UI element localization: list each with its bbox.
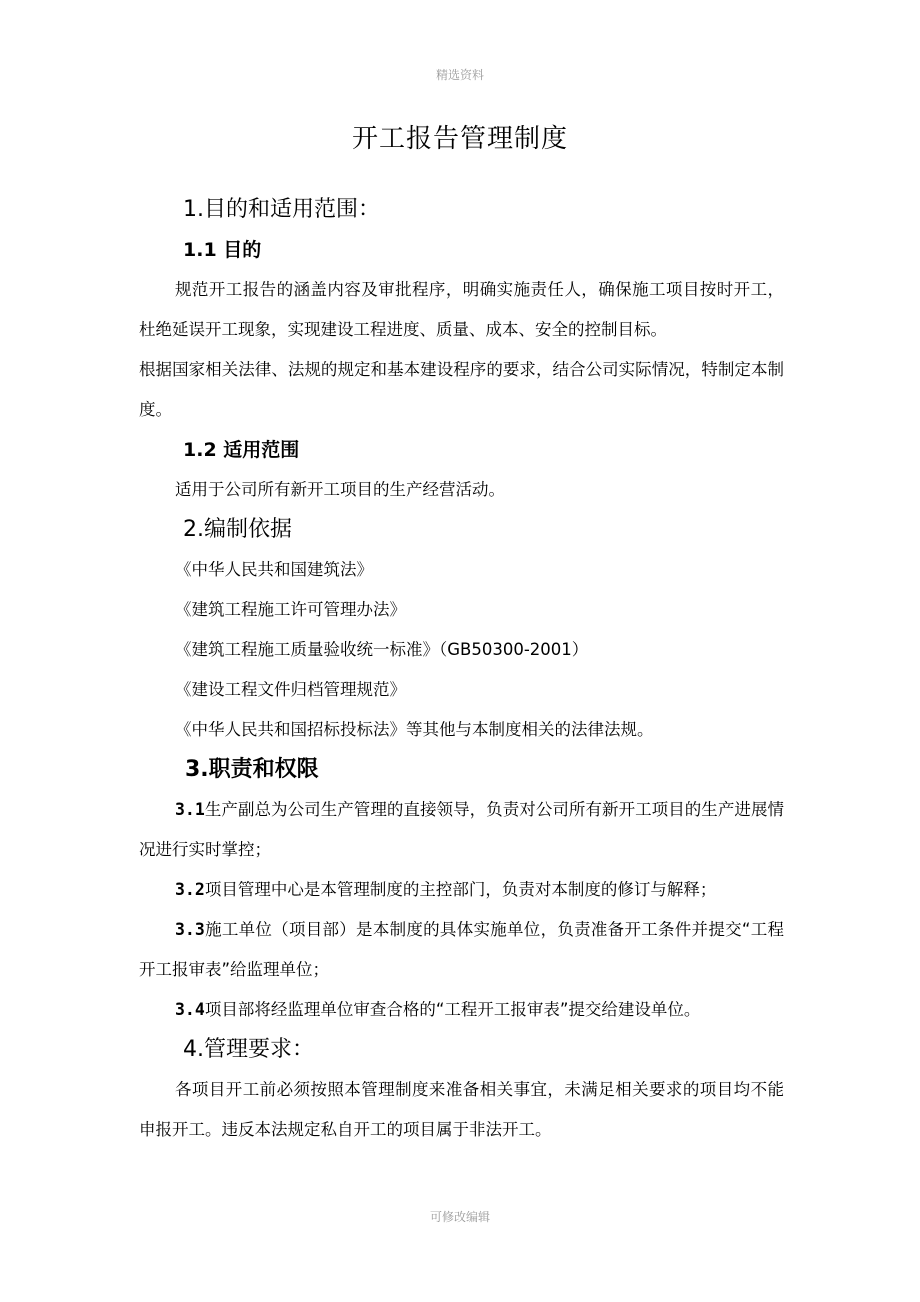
section-1-2-heading: 1.2 适用范围 bbox=[183, 439, 300, 461]
responsibility-text: 施工单位（项目部）是本制度的具体实施单位，负责准备开工条件并提交“工程开工报审表”给监理单位； bbox=[139, 920, 784, 979]
reference-item: 《中华人民共和国建筑法》 bbox=[175, 560, 373, 579]
reference-item: 《中华人民共和国招标投标法》等其他与本制度相关的法律法规。 bbox=[175, 720, 654, 739]
section-1-heading: 1.目的和适用范围： bbox=[183, 197, 380, 222]
responsibility-number: 3.1 bbox=[175, 800, 205, 819]
header-watermark: 精选资料 bbox=[435, 68, 484, 82]
section-2-heading: 2.编制依据 bbox=[183, 517, 292, 542]
reference-item: 《建筑工程施工许可管理办法》 bbox=[175, 600, 406, 619]
section-4-paragraph: 各项目开工前必须按照本管理制度来准备相关事宜，未满足相关要求的项目均不能申报开工。违反本法规定私自开工的项目属于非法开工。 bbox=[139, 1080, 784, 1139]
responsibility-item bbox=[139, 790, 784, 870]
reference-item: 《建设工程文件归档管理规范》 bbox=[175, 680, 406, 699]
footer-watermark: 可修改编辑 bbox=[429, 1210, 490, 1224]
document-title: 开工报告管理制度 bbox=[351, 124, 568, 154]
responsibility-item bbox=[139, 910, 784, 990]
responsibility-text: 项目部将经监理单位审查合格的“工程开工报审表”提交给建设单位。 bbox=[204, 1000, 701, 1019]
responsibility-text: 项目管理中心是本管理制度的主控部门，负责对本制度的修订与解释； bbox=[204, 880, 717, 899]
responsibility-item bbox=[139, 870, 784, 910]
document-body bbox=[139, 190, 784, 1150]
section-1-1-heading: 1.1 目的 bbox=[183, 239, 262, 261]
section-4-heading: 4.管理要求： bbox=[183, 1037, 314, 1062]
responsibility-text: 生产副总为公司生产管理的直接领导，负责对公司所有新开工项目的生产进展情况进行实时掌控； bbox=[139, 800, 784, 859]
section-1-1-paragraph-2: 根据国家相关法律、法规的规定和基本建设程序的要求，结合公司实际情况，特制定本制度。 bbox=[139, 360, 784, 419]
responsibility-item bbox=[139, 990, 784, 1030]
section-1-1-paragraph-1: 规范开工报告的涵盖内容及审批程序，明确实施责任人，确保施工项目按时开工，杜绝延误开工现象，实现建设工程进度、质量、成本、安全的控制目标。 bbox=[139, 280, 784, 339]
reference-item: 《建筑工程施工质量验收统一标准》（GB50300-2001） bbox=[175, 640, 589, 659]
responsibility-number: 3.3 bbox=[175, 920, 205, 939]
responsibility-number: 3.2 bbox=[175, 880, 205, 899]
section-3-heading: 3.职责和权限 bbox=[185, 757, 319, 782]
responsibility-number: 3.4 bbox=[175, 1000, 205, 1019]
section-1-2-paragraph: 适用于公司所有新开工项目的生产经营活动。 bbox=[175, 480, 505, 499]
